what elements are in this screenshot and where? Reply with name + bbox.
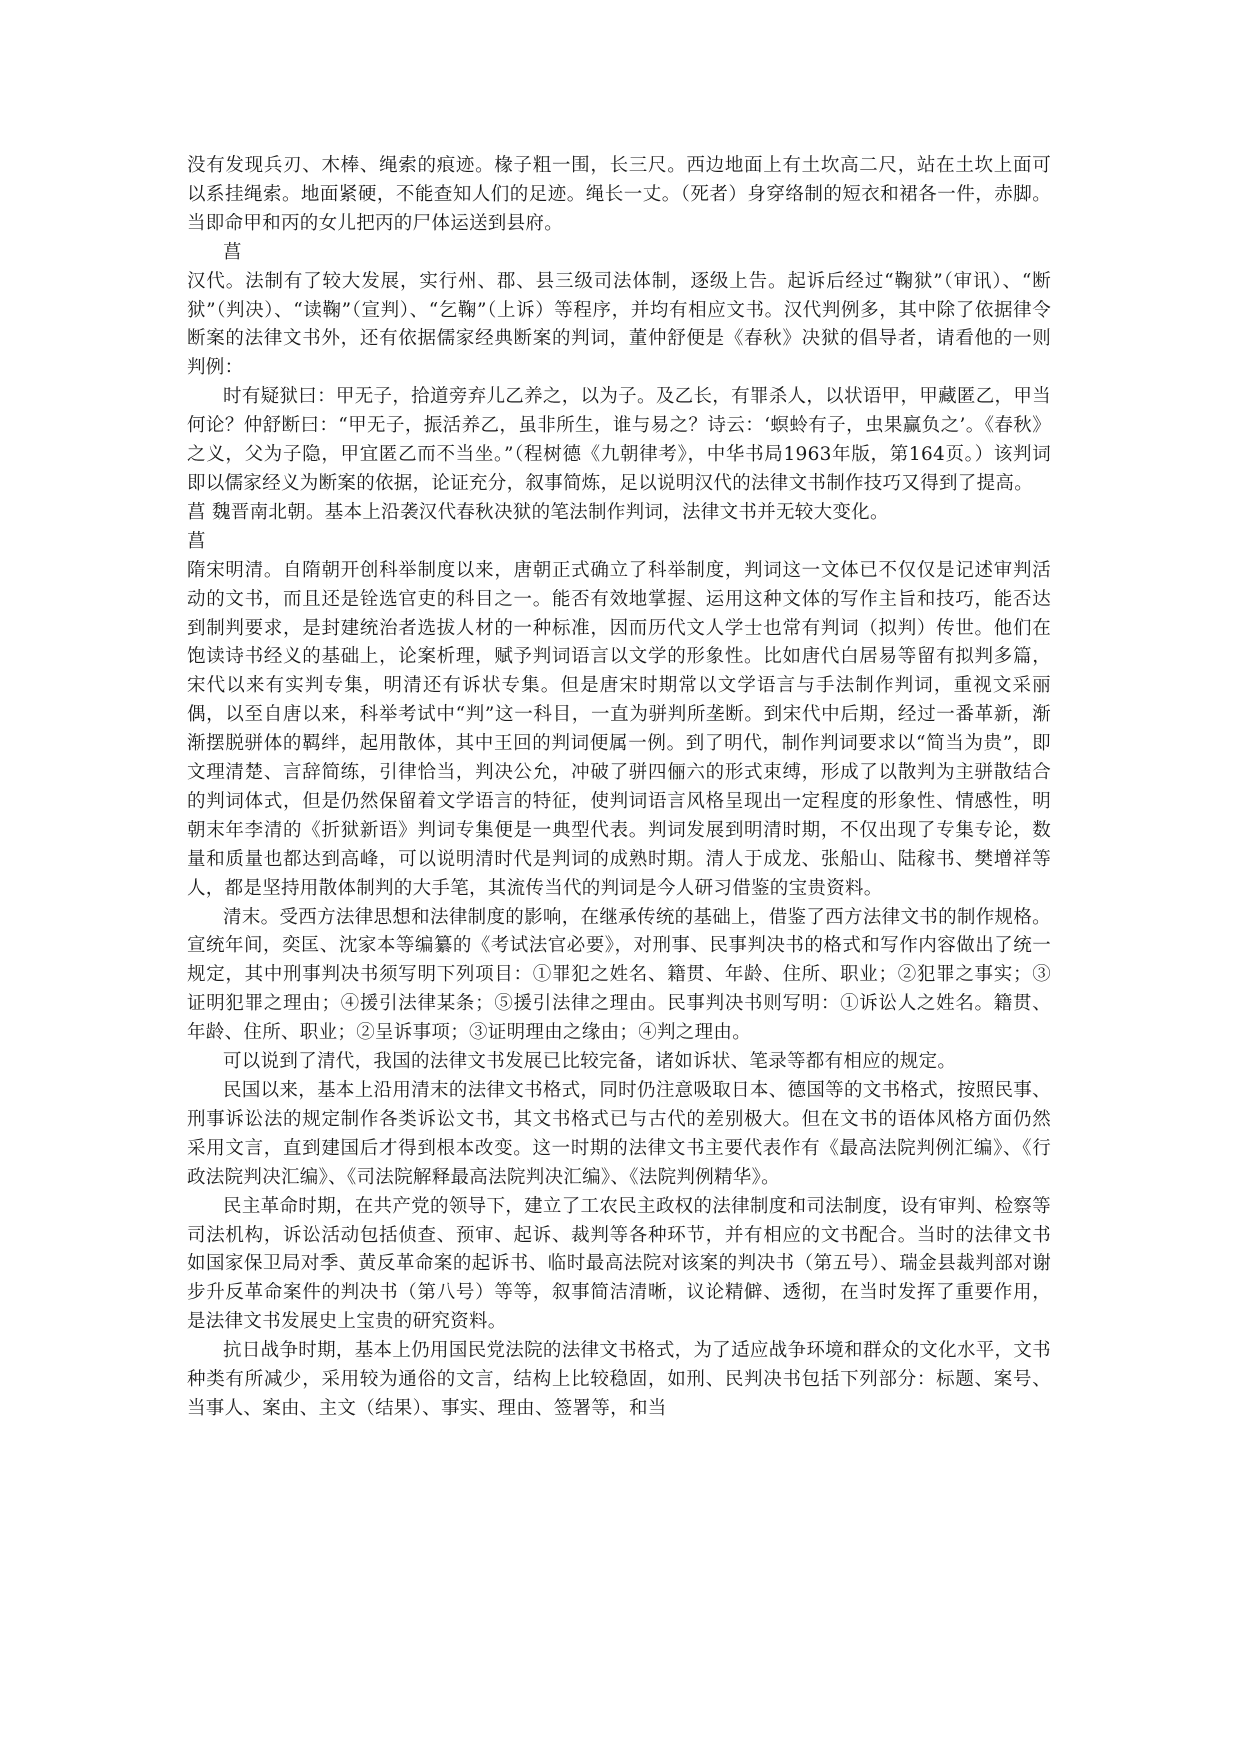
paragraph-8: 清末。受西方法律思想和法律制度的影响，在继承传统的基础上，借鉴了西方法律文书的制作规格。宣统年间，奕匡、沈家本等编纂的《考试法官必要》，对刑事、民事判决书的格式和写作内容做出了统一规定，其中刑事判决书须写明下列项目：①罪犯之姓名、籍贯、年龄、住所、职业；②犯罪之事实；③证明犯罪之理由；④援引法律某条；⑤援引法律之理由。民事判决书则写明：①诉讼人之姓名。籍贯、年龄、住所、职业；②呈诉事项；③证明理由之缘由；④判之理由。 (187, 906, 1051, 1044)
document-body (187, 152, 1051, 1424)
paragraph-9: 可以说到了清代，我国的法律文书发展已比较完备，诸如诉状、笔录等都有相应的规定。 (223, 1051, 957, 1073)
paragraph-3: 汉代。法制有了较大发展，实行州、郡、县三级司法体制，逐级上告。起诉后经过“鞠狱”（审讯）、“断狱”（判决）、“读鞠”（宣判）、“乞鞠”（上诉）等程序，并均有相应文书。汉代判例多，其中除了依据律令断案的法律文书外，还有依据儒家经典断案的判词，董仲舒便是《春秋》决狱的倡导者，请看他的一则判例： (187, 270, 1051, 379)
paragraph-12: 抗日战争时期，基本上仍用国民党法院的法律文书格式，为了适应战争环境和群众的文化水平，文书种类有所减少，采用较为通俗的文言，结构上比较稳固，如刑、民判决书包括下列部分：标题、案号、当事人、案由、主文（结果）、事实、理由、签署等，和当 (187, 1340, 1051, 1419)
paragraph-7: 隋宋明清。自隋朝开创科举制度以来，唐朝正式确立了科举制度，判词这一文体已不仅仅是记述审判活动的文书，而且还是铨选官吏的科目之一。能否有效地掌握、运用这种文体的写作主旨和技巧，能否达到制判要求，是封建统治者选拔人材的一种标准，因而历代文人学士也常有判词（拟判）传世。他们在饱读诗书经义的基础上，论案析理，赋予判词语言以文学的形象性。比如唐代白居易等留有拟判多篇，宋代以来有实判专集，明清还有诉状专集。但是唐宋时期常以文学语言与手法制作判词，重视文采丽偶，以至自唐以来，科举考试中“判”这一科目，一直为骈判所垄断。到宋代中后期，经过一番革新，渐渐摆脱骈体的羁绊，起用散体，其中王回的判词便属一例。到了明代，制作判词要求以“简当为贵”，即文理清楚、言辞简练，引律恰当，判决公允，冲破了骈四俪六的形式束缚，形成了以散判为主骈散结合的判词体式，但是仍然保留着文学语言的特征，使判词语言风格呈现出一定程度的形象性、情感性，明朝末年李清的《折狱新语》判词专集便是一典型代表。判词发展到明清时期，不仅出现了专集专论，数量和质量也都达到高峰，可以说明清时代是判词的成熟时期。清人于成龙、张船山、陆稼书、樊增祥等人，都是坚持用散体制判的大手笔，其流传当代的判词是今人研习借鉴的宝贵资料。 (187, 559, 1051, 899)
paragraph-1: 没有发现兵刃、木棒、绳索的痕迹。椽子粗一围，长三尺。西边地面上有土坎高二尺，站在土坎上面可以系挂绳索。地面紧硬，不能查知人们的足迹。绳长一丈。（死者）身穿络制的短衣和裙各一件，赤脚。当即命甲和丙的女儿把丙的尸体运送到县府。 (187, 155, 1051, 234)
paragraph-5: 菖 魏晋南北朝。基本上沿袭汉代春秋决狱的笔法制作判词，法律文书并无较大变化。 (187, 501, 889, 523)
paragraph-6: 菖 (187, 530, 206, 552)
paragraph-4: 时有疑狱曰：甲无子，拾道旁弃儿乙养之，以为子。及乙长，有罪杀人，以状语甲，甲藏匿乙，甲当何论？仲舒断曰：“甲无子，振活养乙，虽非所生，谁与易之？诗云：‘螟蛉有子，虫果赢负之’。《春秋》之义，父为子隐，甲宜匿乙而不当坐。”（程树德《九朝律考》，中华书局1963年版，第164页。）该判词即以儒家经义为断案的依据，论证充分，叙事简炼，足以说明汉代的法律文书制作技巧又得到了提高。 (187, 386, 1051, 494)
paragraph-2: 菖 (223, 241, 242, 263)
paragraph-11: 民主革命时期，在共产党的领导下，建立了工农民主政权的法律制度和司法制度，设有审判、检察等司法机构，诉讼活动包括侦查、预审、起诉、裁判等各种环节，并有相应的文书配合。当时的法律文书如国家保卫局对季、黄反革命案的起诉书、临时最高法院对该案的判决书（第五号）、瑞金县裁判部对谢步升反革命案件的判决书（第八号）等等，叙事简洁清晰，议论精僻、透彻，在当时发挥了重要作用，是法律文书发展史上宝贵的研究资料。 (187, 1195, 1051, 1333)
paragraph-10: 民国以来，基本上沿用清末的法律文书格式，同时仍注意吸取日本、德国等的文书格式，按照民事、刑事诉讼法的规定制作各类诉讼文书，其文书格式已与古代的差别极大。但在文书的语体风格方面仍然采用文言，直到建国后才得到根本改变。这一时期的法律文书主要代表作有《最高法院判例汇编》、《行政法院判决汇编》、《司法院解释最高法院判决汇编》、《法院判例精华》。 (187, 1080, 1051, 1188)
